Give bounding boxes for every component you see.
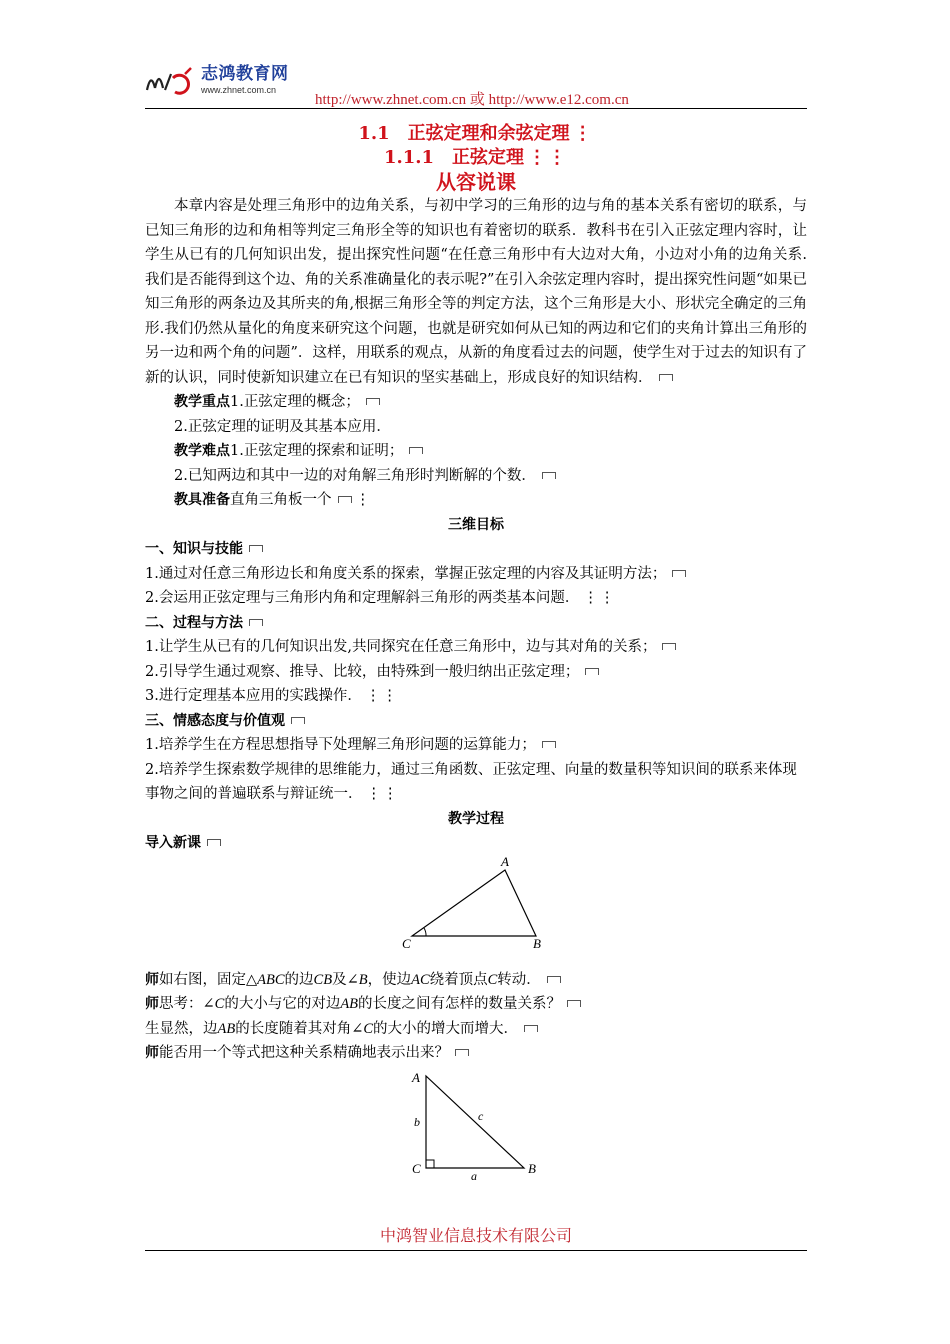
- intro-paragraph: 本章内容是处理三角形中的边角关系，与初中学习的三角形的边与角的基本关系有密切的联系，与已知三角形的边和角相等判定三角形全等的知识也有着密切的联系．教科书在引入正弦定理内容时，让学生从已有的几何知识出发，提出探究性问题“在任意三角形中有大边对大角，小边对小角的边角关系.我们是否能得到这个边、角的关系准确量化的表示呢?”在引入余弦定理内容时，提出探究性问题“如果已知三角形的两条边及其所夹的角,根据三角形全等的判定方法，这个三角形是大小、形状完全确定的三角形.我们仍然从量化的角度来研究这个问题，也就是研究如何从已知的两边和它们的夹角计算出三角形的另一边和两个角的问题”．这样，用联系的观点，从新的角度看过去的问题，使学生对于过去的知识有了新的认识，同时使新知识建立在已有知识的坚实基础上，形成良好的知识结构．: [145, 198, 807, 386]
- dialogue-line-1: 师如右图，固定△ABC的边CB及∠B，使边AC绕着顶点C转动．: [145, 968, 807, 993]
- anchor-mark: ⋮: [573, 123, 594, 144]
- paragraph-mark-icon: [542, 741, 556, 748]
- logo[interactable]: [145, 64, 289, 96]
- header-divider: [145, 108, 807, 109]
- triangle-abc: [412, 870, 536, 936]
- paragraph-mark-icon: [366, 398, 380, 405]
- dialogue-line-4: 师能否用一个等式把这种关系精确地表示出来？: [145, 1041, 807, 1066]
- side-c-label: c: [478, 1108, 484, 1123]
- angle-c-arc: [424, 928, 426, 936]
- difficulties-label: 教学难点: [174, 443, 230, 459]
- paragraph-mark-icon: [659, 374, 673, 381]
- vertex-a-label: A: [412, 1069, 420, 1085]
- paragraph-mark-icon: [547, 976, 561, 983]
- triangle-abc-diagram: [400, 856, 550, 948]
- vertex-a-label: A: [501, 855, 509, 869]
- dialogue-line-3: 生显然，边AB的长度随着其对角∠C的大小的增大而增大．: [145, 1017, 807, 1042]
- paragraph-mark-icon: [207, 839, 221, 846]
- link-e12[interactable]: http://www.e12.com.cn: [488, 92, 629, 108]
- goal-2-item-2: 2.引导学生通过观察、推导、比较，由特殊到一般归纳出正弦定理；: [145, 660, 807, 685]
- tools-line: 教具准备直角三角板一个 ⋮: [174, 492, 372, 508]
- goal-section-2-title: 二、过程与方法: [145, 611, 807, 636]
- paragraph-mark-icon: [662, 643, 676, 650]
- page-header: [145, 60, 807, 110]
- process-heading: 教学过程: [448, 810, 504, 827]
- paragraph-mark-icon: [672, 570, 686, 577]
- logo-url: www.zhnet.com.cn: [201, 85, 277, 95]
- paragraph-mark-icon: [567, 1000, 581, 1007]
- paragraph-mark-icon: [291, 717, 305, 724]
- vertex-c-label: C: [412, 1160, 421, 1176]
- link-separator: 或: [469, 92, 485, 108]
- footer-company: 中鸿智业信息技术有限公司: [379, 1226, 572, 1245]
- right-angle-mark-icon: [426, 1160, 434, 1168]
- right-triangle: [426, 1076, 524, 1168]
- page-footer: [145, 1224, 807, 1251]
- dialogue-line-2: 师思考：∠C的大小与它的对边AB的长度之间有怎样的数量关系？: [145, 992, 807, 1017]
- document-page: [145, 60, 807, 1188]
- goal-2-item-1: 1.让学生从已有的几何知识出发,共同探究在任意三角形中，边与其对角的关系；: [145, 635, 807, 660]
- difficulties-line-2: 2.已知两边和其中一边的对角解三角形时判断解的个数．: [145, 464, 807, 489]
- section-title: 1.1.1 正弦定理 ⋮⋮: [383, 147, 569, 168]
- logo-mark-icon: [145, 64, 199, 96]
- link-zhnet[interactable]: http://www.zhnet.com.cn: [315, 92, 467, 108]
- paragraph-mark-icon: [542, 472, 556, 479]
- paragraph-mark-icon: [455, 1049, 469, 1056]
- vertex-b-label: B: [528, 1160, 536, 1176]
- paragraph-mark-icon: [409, 447, 423, 454]
- paragraph-mark-icon: [338, 496, 352, 503]
- header-links: [315, 88, 629, 109]
- goal-1-item-1: 1.通过对任意三角形边长和角度关系的探索，掌握正弦定理的内容及其证明方法；: [145, 562, 807, 587]
- right-triangle-diagram: [400, 1070, 550, 1182]
- paragraph-mark-icon: [249, 545, 263, 552]
- goal-section-3-title: 三、情感态度与价值观: [145, 709, 807, 734]
- goal-section-1-title: 一、知识与技能: [145, 537, 807, 562]
- anchor-mark: ⋮⋮: [528, 147, 569, 168]
- side-a-label: a: [471, 1168, 477, 1182]
- paragraph-mark-icon: [249, 619, 263, 626]
- vertex-c-label: C: [402, 935, 411, 948]
- footer-divider: [145, 1250, 807, 1251]
- side-b-label: b: [414, 1114, 420, 1129]
- difficulties-line: 教学难点1.正弦定理的探索和证明；: [145, 439, 807, 464]
- vertex-b-label: B: [533, 935, 541, 948]
- tools-label: 教具准备: [174, 492, 230, 508]
- logo-text: [201, 64, 289, 95]
- key-points-label: 教学重点: [174, 394, 230, 410]
- goal-3-item-1: 1.培养学生在方程思想指导下处理解三角形问题的运算能力；: [145, 733, 807, 758]
- triangle-figure-2: [145, 1070, 807, 1188]
- key-points-line: 教学重点1.正弦定理的概念；: [145, 390, 807, 415]
- goal-1-item-2: 2.会运用正弦定理与三角形内角和定理解斜三角形的两类基本问题． ⋮⋮: [145, 590, 617, 606]
- subsection-title: 从容说课: [436, 170, 516, 194]
- goal-3-item-2: 2.培养学生探索数学规律的思维能力，通过三角函数、正弦定理、向量的数量积等知识间的联系来体现事物之间的普遍联系与辩证统一． ⋮⋮: [145, 761, 797, 802]
- key-points-line-2: 2.正弦定理的证明及其基本应用．: [174, 418, 391, 435]
- intro-lesson-title: 导入新课: [145, 831, 807, 856]
- logo-name: 志鸿教育网: [201, 64, 289, 84]
- goal-2-item-3: 3.进行定理基本应用的实践操作． ⋮⋮: [145, 688, 399, 704]
- paragraph-mark-icon: [524, 1025, 538, 1032]
- goals-heading: 三维目标: [448, 516, 504, 533]
- triangle-figure-1: [145, 856, 807, 968]
- chapter-title: 1.1 正弦定理和余弦定理 ⋮: [358, 123, 594, 144]
- paragraph-mark-icon: [585, 668, 599, 675]
